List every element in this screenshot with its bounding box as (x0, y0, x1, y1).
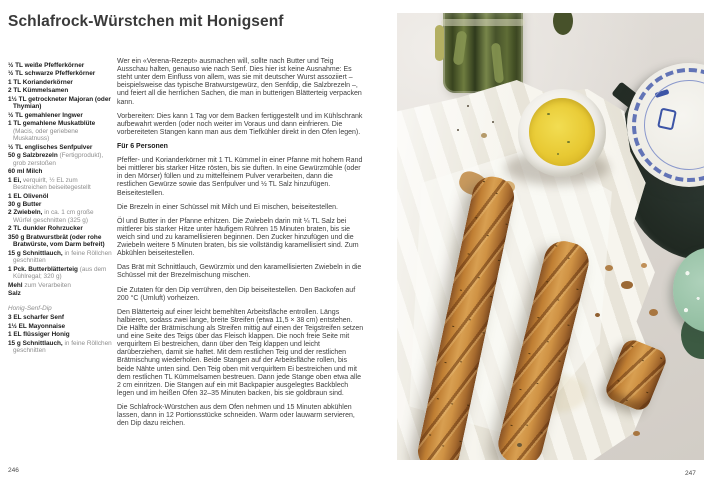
ingredient-item: 2 TL dunkler Rohrzucker (8, 225, 83, 233)
ingredient-item: ½ TL englisches Senfpulver (8, 143, 93, 151)
ingredient-item: 1 Pck. Butterblätterteig (aus dem Kühlregal; 320 g) (8, 265, 107, 281)
recipe-title: Schlafrock-Würstchen mit Honigsenf (8, 13, 284, 30)
ingredient-item: 15 g Schnittlauch, in feine Röllchen geschnitten (8, 249, 112, 265)
instruction-paragraph: Den Blätterteig auf einer leicht bemehlten Arbeitsfläche entrollen. Längs halbieren, sodass zwei lange, breite Streifen (etwa 11,5 × 38 cm) entstehen. Die Hälfte der Brätmischung als Streifen mittig auf einen der Teigstreifen setzen und eine Seite des Teigs über das Fleisch klappen. Die noch freie Seite mit verquirltem Ei bestreichen, dann über den Teig klappen und leicht darüberziehen, damit sie haftet. Mit dem restlichen Teig und der restlichen Brätmischung wiederholen. Beide Stangen auf der Arbeitsfläche rollen, bis beide Nähte unten sind. Den Teig oben mit verquirltem Ei bestreichen und mit dem restlichen TL Kümmelsamen bestreuen. Dann jede Stange oben etwa alle 2 cm einritzen. Die Stangen auf ein mit Backpapier ausgelegtes Backblech legen und im heißen Ofen 32–35 Minuten backen, bis sie goldbraun sind. (117, 308, 364, 397)
ingredient-item: 1 EL flüssiger Honig (8, 331, 70, 339)
ingredient-item: 1 Ei, verquirlt, ½ EL zum Bestreichen beiseitegestellt (8, 176, 91, 192)
ingredient-item: 1½ EL Mayonnaise (8, 322, 66, 330)
ingredient-column (8, 62, 113, 356)
crumb-speck (492, 121, 494, 123)
ingredient-item: Salz (8, 290, 21, 298)
herb-fleck (557, 153, 559, 155)
prep-note-paragraph: Vorbereiten: Dies kann 1 Tag vor dem Backen fertiggestellt und im Kühlschrank aufbewahrt werden (oder noch weiter im Voraus und dann einfrieren. Die vorbereiteten Stangen kann man aus dem Tiefkühler direkt in den Ofen legen). (117, 112, 363, 136)
ingredient-list-main (8, 62, 113, 298)
pastry-crumb (649, 309, 658, 316)
pastry-crumb (481, 133, 487, 138)
plate-pattern-mark (657, 108, 677, 131)
servings-heading: Für 6 Personen (117, 142, 168, 150)
ingredient-item: 50 g Salzbrezeln (Fertigprodukt), grob zerstoßen (8, 152, 104, 167)
honey-mustard-dip (529, 98, 595, 166)
intro-paragraph: Wer ein «Verena-Rezept» ausmachen will, sollte nach Butter und Teig Ausschau halten, genauso wie nach Senf. Dies hier ist keine Ausnahme: Es steht unter dem Einfluss von allem, was sie mit deutscher Wurst assoziiert – beispielsweise das typische Bratwurstgewürz, den Senfdip, die Salzbrezeln –, und feiert all die herrlichen Sachen, die man in butterigen Blätterteig verpacken kann. (117, 58, 362, 106)
pastry-crumb (633, 431, 640, 436)
ingredient-list-dip (8, 314, 113, 354)
pickle-jar-rim (441, 19, 525, 26)
recipe-photo (397, 13, 704, 460)
ingredient-item: ½ TL weiße Pfefferkörner (8, 62, 85, 69)
pastry-crumb (621, 281, 633, 289)
instruction-paragraph: Die Brezeln in einer Schüssel mit Milch und Ei mischen, beiseitestellen. (117, 203, 338, 211)
ingredient-item: 3 EL scharfer Senf (8, 314, 65, 322)
pastry-crumb (605, 265, 613, 271)
crumb-speck (457, 129, 459, 131)
page-number-right: 247 (685, 470, 696, 477)
ingredient-item: 1 TL Korianderkörner (8, 78, 73, 86)
crumb-speck (467, 105, 469, 107)
plate-pattern-mark (655, 89, 670, 98)
ingredient-item: 30 g Butter (8, 200, 42, 208)
ingredient-item: ½ TL gemahlener Ingwer (8, 111, 83, 119)
ingredient-item: 1½ TL getrockneter Majoran (oder Thymian) (8, 95, 111, 111)
pickle-piece (553, 13, 573, 35)
instruction-paragraph: Öl und Butter in der Pfanne erhitzen. Die Zwiebeln darin mit ¼ TL Salz bei mittlerer bis starker Hitze unter häufigem Rühren 15 Minuten braten, bis sie weich sind und zu karamellisieren beginnen. Den Zucker hinzufügen und die Zwiebeln weitere 5 Minuten braten, bis sie vollständig karamellisiert sind. Zum Abkühlen beiseitestellen. (117, 217, 359, 258)
ingredient-item: ½ TL schwarze Pfefferkörner (8, 70, 96, 78)
ingredient-item: 2 TL Kümmelsamen (8, 87, 69, 95)
instruction-paragraph: Die Zutaten für den Dip verrühren, den Dip beiseitestellen. Den Backofen auf 200 °C (Umluft) vorheizen. (117, 286, 356, 302)
ingredient-item: 15 g Schnittlauch, in feine Röllchen geschnitten (8, 339, 112, 355)
pastry-crumb (595, 313, 600, 317)
page-number-left: 246 (8, 467, 19, 474)
ingredient-item: Mehl zum Verarbeiten (8, 281, 71, 289)
dip-section-title: Honig-Senf-Dip (8, 304, 52, 312)
herb-fleck (547, 113, 550, 115)
instruction-paragraph: Die Schlafrock-Würstchen aus dem Ofen nehmen und 15 Minuten abkühlen lassen, dann in 12 Portionsstücke schneiden. Warm oder lauwarm servieren, den Dip dazu reichen. (117, 403, 355, 428)
herb-fleck (567, 141, 570, 143)
instruction-paragraph: Pfeffer- und Korianderkörner mit 1 TL Kümmel in einer Pfanne mit hohem Rand bei mittlerer bis starker Hitze rösten, bis sie duften. In eine Gewürzmühle (oder in den Mörser) füllen und zu mittelfeinem Pulver verarbeiten, dann die restlichen Gewürze sowie das Senfpulver und ½ TL Salz hinzufügen. Beiseitestellen. (117, 157, 363, 197)
pastry-crumb (517, 443, 522, 447)
instruction-paragraph: Das Brät mit Schnittlauch, Gewürzmix und den karamellisierten Zwiebeln in die Schüssel mit der Brezelmischung mischen. (117, 264, 362, 280)
ingredient-item: 350 g Bratwurstbrät (oder rohe Bratwürste, vom Darm befreit) (8, 233, 105, 249)
ingredient-item: 2 Zwiebeln, in ca. 1 cm große Würfel geschnitten (325 g) (8, 209, 94, 224)
instruction-steps (117, 157, 364, 428)
pastry-crumb (641, 263, 647, 268)
recipe-body-column (117, 58, 364, 434)
ingredient-item: 60 ml Milch (8, 168, 43, 176)
ingredient-item: 1 EL Olivenöl (8, 192, 49, 200)
mint-green-plate (673, 248, 704, 332)
pickle-sliver (435, 25, 444, 61)
ingredient-item: 1 TL gemahlene Muskatblüte (Macis, oder geriebene Muskatnuss) (8, 120, 96, 143)
